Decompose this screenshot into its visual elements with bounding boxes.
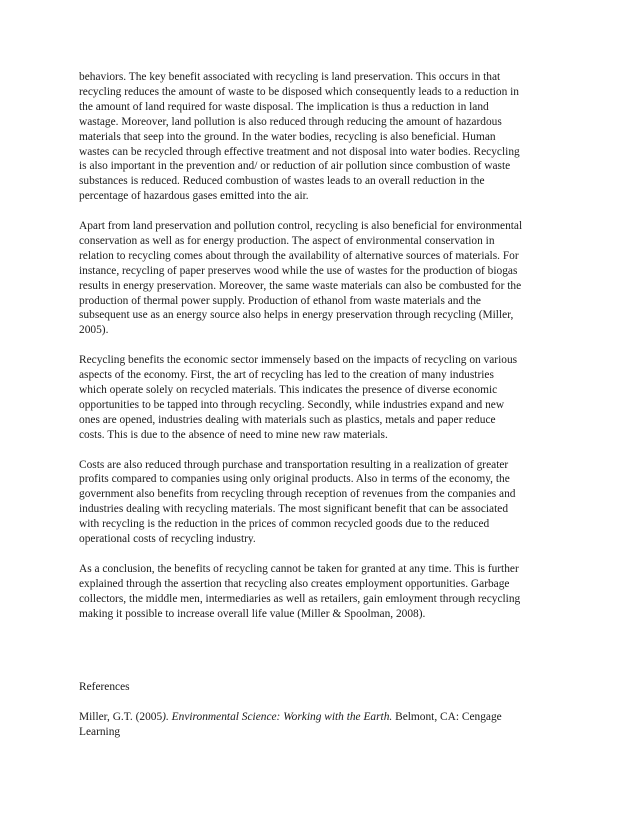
references-section [79,680,564,740]
paragraph-conclusion: As a conclusion, the benefits of recycling cannot be taken for granted at any time. This is further explained through the assertion that recycling also creates employment opportunities. Garbage collectors, the middle men, intermediaries as well as retailers, gain emloyment through recycling making it possible to increase overall life value (Miller & Spoolman, 2008). [79,562,521,620]
paragraph-economic-sector: Recycling benefits the economic sector immensely based on the impacts of recycling on various aspects of the economy. First, the art of recycling has led to the creation of many industries which operate solely on recycled materials. This indicates the presence of diverse economic opportunities to be tapped into through recycling. Secondly, while industries expand and new ones are opened, industries dealing with materials such as plastics, metals and paper reduce costs. This is due to the absence of need to mine new raw materials. [79,354,518,441]
paragraph-land-preservation: behaviors. The key benefit associated with recycling is land preservation. This occurs in that recycling reduces the amount of waste to be disposed which consequently leads to a reduction in the amount of land required for waste disposal. The implication is thus a reduction in land wastage. Moreover, land pollution is also reduced through reducing the amount of hazardous materials that seep into the ground. In the water bodies, recycling is also beneficial. Human wastes can be recycled through effective treatment and not disposal into water bodies. Recycling is also important in the prevention and/ or reduction of air pollution since combustion of waste substances is reduced. Reduced combustion of wastes leads to an overall reduction in the percentage of hazardous gases emitted into the air. [79,71,520,203]
paragraph-environmental-conservation: Apart from land preservation and pollution control, recycling is also beneficial for environmental conservation as well as for energy production. The aspect of environmental conservation in relation to recycling comes about through the availability of alternative sources of materials. For instance, recycling of paper preserves wood while the use of wastes for the production of biogas results in energy preservation. Moreover, the same waste materials can also be combusted for the production of thermal power supply. Production of ethanol from waste materials and the subsequent use as an energy source also helps in energy preservation through recycling (Miller, 2005). [79,220,523,337]
paragraph-costs-reduction: Costs are also reduced through purchase and transportation resulting in a realization of greater profits compared to companies using only original products. Also in terms of the economy, the government also benefits from recycling through reception of revenues from the companies and industries dealing with recycling materials. The most significant benefit that can be associated with recycling is the reduction in the prices of common recycled goods due to the reduced operational costs of recycling industry. [79,458,516,546]
reference-author-year: Miller, G.T. (2005 [79,710,163,723]
body-text [79,70,564,636]
reference-title: ). Environmental Science: Working with the Earth. [162,710,393,723]
reference-publisher: Belmont, CA: Cengage Learning [79,710,502,738]
references-heading: References [79,681,130,693]
reference-entry [79,710,564,740]
